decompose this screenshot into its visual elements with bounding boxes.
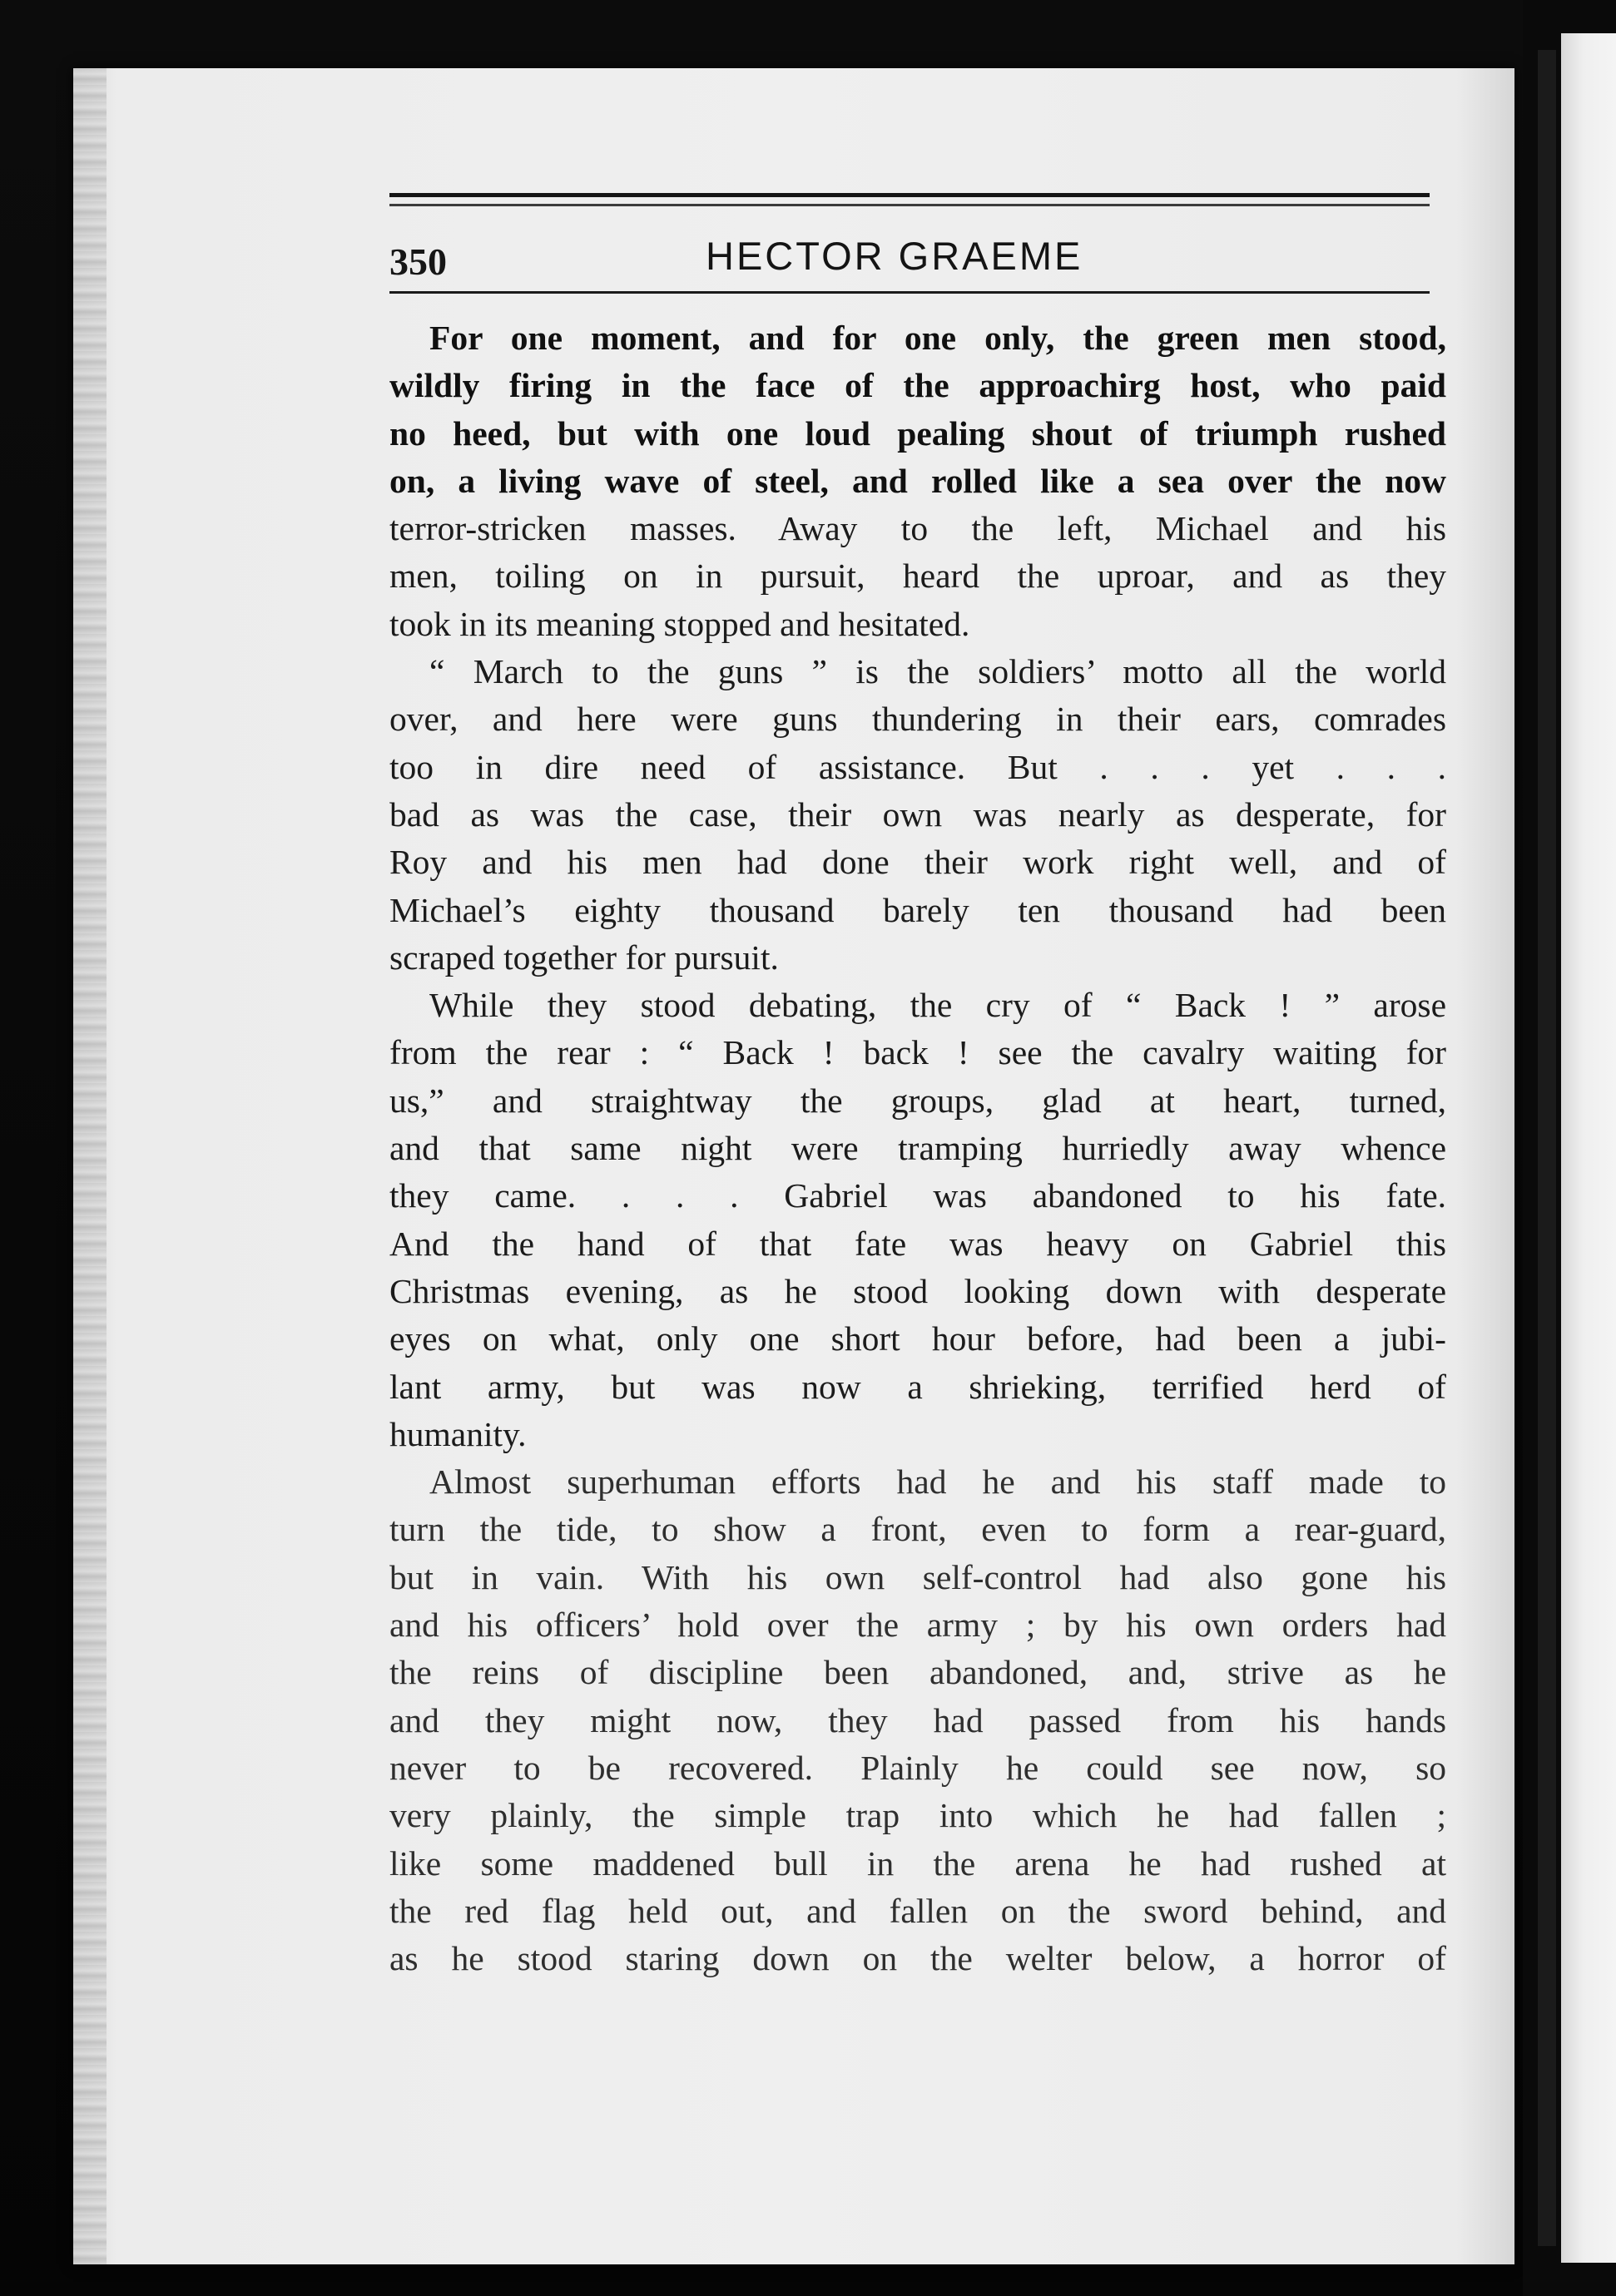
- text-line: they came. . . . Gabriel was abandoned to his fate.: [389, 1176, 1446, 1215]
- text-line: took in its meaning stopped and hesitated.: [389, 604, 970, 643]
- book-binding: [1523, 0, 1616, 2296]
- text-line: but in vain. With his own self-control had also gone his: [389, 1557, 1446, 1596]
- text-line: eyes on what, only one short hour before, had been a jubi-: [389, 1319, 1446, 1358]
- text-line: the reins of discipline been abandoned, and, strive as he: [389, 1653, 1446, 1692]
- text-line: wildly firing in the face of the approachirg host, who paid: [389, 366, 1446, 405]
- text-line: the red flag held out, and fallen on the sword behind, and: [389, 1891, 1446, 1930]
- text-line: no heed, but with one loud pealing shout of triumph rushed: [389, 413, 1446, 453]
- text-line: like some maddened bull in the arena he had rushed at: [389, 1843, 1446, 1883]
- text-line: bad as was the case, their own was nearly as desperate, for: [389, 794, 1446, 834]
- text-line: and his officers’ hold over the army ; by his own orders had: [389, 1606, 1446, 1645]
- text-line: and that same night were tramping hurriedly away whence: [389, 1129, 1446, 1168]
- text-line: turn the tide, to show a front, even to form a rear-guard,: [389, 1510, 1446, 1549]
- text-line: terror-stricken masses. Away to the left, Michael and his: [389, 509, 1446, 548]
- text-line: Christmas evening, as he stood looking down with desperate: [389, 1271, 1446, 1310]
- text-line: very plainly, the simple trap into which he had fallen ;: [389, 1796, 1446, 1835]
- paragraph: [389, 314, 1446, 648]
- paragraph: [389, 1458, 1446, 1982]
- page-header: [389, 233, 1430, 291]
- text-line: lant army, but was now a shrieking, terrified herd of: [389, 1367, 1446, 1406]
- facing-page-edge: [1561, 33, 1616, 2263]
- text-line: on, a living wave of steel, and rolled like a sea over the now: [389, 461, 1446, 500]
- header-rule-thick: [389, 193, 1430, 197]
- text-line: Roy and his men had done their work right well, and of: [389, 843, 1446, 882]
- text-line: Almost superhuman efforts had he and his staff made to: [429, 1462, 1446, 1502]
- text-line: and they might now, they had passed from his hands: [389, 1700, 1446, 1739]
- body-text: [389, 314, 1446, 1982]
- page-number: 350: [389, 240, 447, 283]
- text-line: as he stood staring down on the welter below, a horror of: [389, 1939, 1446, 1978]
- text-line: And the hand of that fate was heavy on Gabriel this: [389, 1224, 1446, 1263]
- text-line: Michael’s eighty thousand barely ten thousand had been: [389, 890, 1446, 929]
- text-line: never to be recovered. Plainly he could see now, so: [389, 1748, 1446, 1787]
- text-line: us,” and straightway the groups, glad at heart, turned,: [389, 1081, 1446, 1120]
- page-left-edge: [73, 68, 107, 2264]
- text-line: from the rear : “ Back ! back ! see the cavalry waiting for: [389, 1033, 1446, 1072]
- text-line: While they stood debating, the cry of “ Back ! ” arose: [429, 986, 1446, 1025]
- binding-gap: [1538, 50, 1556, 2246]
- text-line: “ March to the guns ” is the soldiers’ motto all the world: [429, 652, 1446, 691]
- text-line: humanity.: [389, 1414, 527, 1453]
- paragraph: [389, 648, 1446, 982]
- text-line: men, toiling on in pursuit, heard the uproar, and as they: [389, 557, 1446, 596]
- text-line: too in dire need of assistance. But . . . yet . . .: [389, 747, 1446, 786]
- text-line: For one moment, and for one only, the green men stood,: [429, 319, 1446, 357]
- text-line: over, and here were guns thundering in their ears, comrades: [389, 700, 1446, 739]
- header-underline: [389, 291, 1430, 294]
- text-line: scraped together for pursuit.: [389, 938, 779, 977]
- header-rule-thin: [389, 204, 1430, 206]
- running-head: HECTOR GRAEME: [706, 234, 1083, 278]
- paragraph: [389, 982, 1446, 1458]
